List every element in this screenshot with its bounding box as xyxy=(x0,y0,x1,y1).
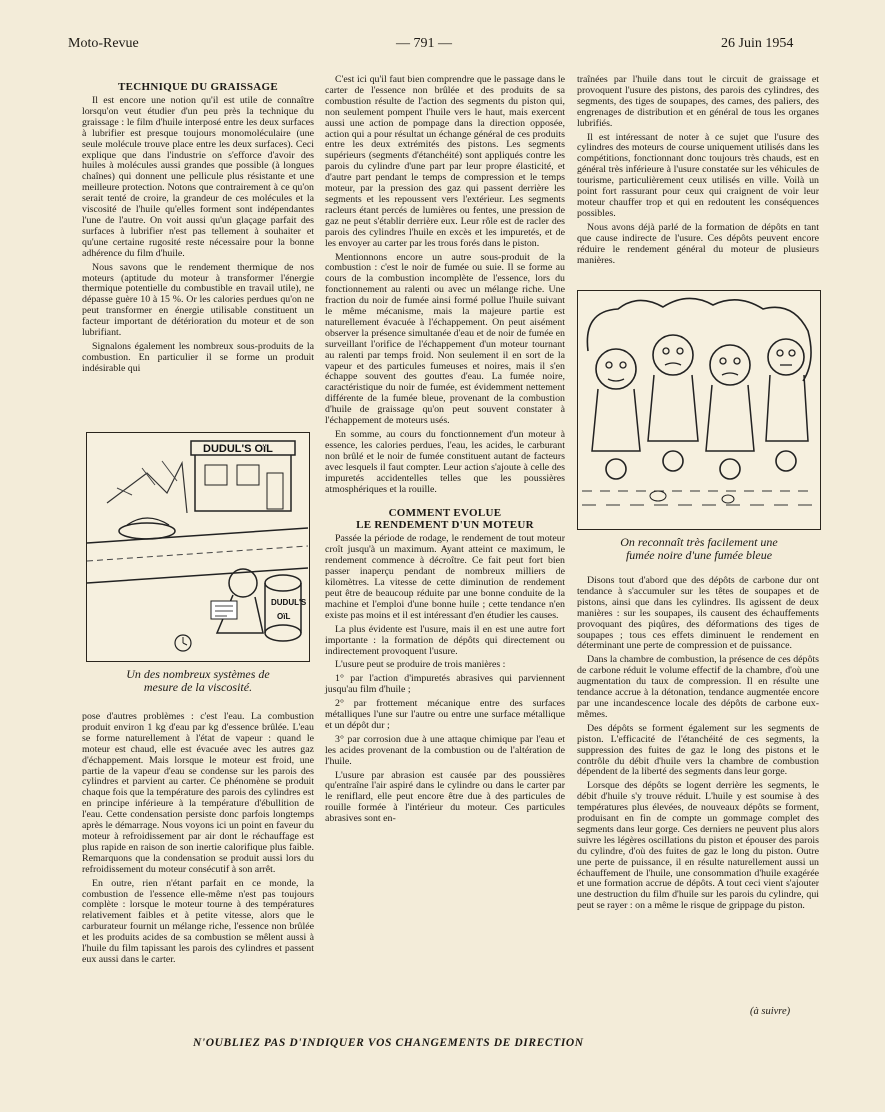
paragraph: L'usure peut se produire de trois manières : xyxy=(335,659,506,671)
viscosity-cartoon-drawing xyxy=(87,433,308,660)
figure-caption-smoke: On reconnaît très facilement une fumée noire d'une fumée bleue xyxy=(620,535,778,562)
paragraph: En outre, rien n'étant parfait en ce monde, la combustion de l'essence elle-même n'est pas toujours complète : lorsque le moteur tourne à des températures relativement faibles et à petite vitesse, alors que le carburateur fournit un mélange riche, l'essence non brûlée et les produits acides de sa combustion se mêlent aussi à l'huile du film tapissant les parois des cylindres et passent eux aussi dans le carter. xyxy=(82,877,314,965)
column-1-top xyxy=(82,77,314,378)
paragraph: 2° par frottement mécanique entre des surfaces métalliques l'une sur l'autre ou entre une surface métallique et un dépôt dur ; xyxy=(325,698,565,731)
section-title-rendement: COMMENT EVOLUE LE RENDEMENT D'UN MOTEUR xyxy=(356,507,534,532)
paragraph: Nous avons déjà parlé de la formation de dépôts en tant que cause indirecte de l'usure. Ces dépôts peuvent encore réduire le rendement général du moteur de plusieurs manières. xyxy=(577,221,819,266)
paragraph: Mentionnons encore un autre sous-produit de la combustion : c'est le noir de fumée ou suie. Il se forme au cours de la combustion incomplète de l'essence, lors du fonctionnement au ralenti ou avec un mélange riche. Une fraction du noir de fumée ainsi formé pollue l'huile suivant le même mécanisme, mais la majeure partie est naturellement évacuée à l'échappement. On peut aisément observer la présence simultanée d'eau et de noir de fumée en surveillant l'orifice de l'échappement d'un moteur tournant au ralenti par temps froid. Non seulement il en sort de la vapeur et des particules fumeuses et noires, mais il s'en échappe souvent des gouttes d'eau. La fumée noire, caractéristique du noir de fumée, est évidemment nettement différente de la fumée bleue, provenant de la combustion d'huile de graissage qu'on peut souvent constater à l'échappement de moteurs usés. xyxy=(325,251,565,427)
smoke-cartoon-drawing xyxy=(578,291,819,528)
footer-notice: N'OUBLIEZ PAS D'INDIQUER VOS CHANGEMENTS DE DIRECTION xyxy=(193,1037,584,1049)
paragraph: Il est encore une notion qu'il est utile de connaître lorsqu'on veut étudier d'un peu près la technique du graissage : le film d'huile interposé entre les deux surfaces à lubrifier est presque toujours monomoléculaire (une seule molécule trouve place entre les deux surfaces). Ceci explique que dans l'industrie on s'efforce d'avoir des huiles à molécules aussi grandes que possible (à longues chaînes) qui donnent une pellicule plus résistante et une meilleure protection. Notons que contrairement à ce qu'on serait tenté de croire, la grandeur de ces molécules et la viscosité de l'huile qu'elles forment sont indépendantes l'une de l'autre. On voit aussi qu'un glaçage parfait des surfaces à lubrifier n'est pas tellement à souhaiter et qu'une certaine rugosité reste nécessaire pour la bonne adhérence du film d'huile. xyxy=(82,95,314,259)
viscosity-cartoon-figure xyxy=(86,432,310,662)
paragraph: 1° par l'action d'impuretés abrasives qui parviennent jusqu'au film d'huile ; xyxy=(325,673,565,696)
column-2 xyxy=(325,75,565,828)
paragraph: C'est ici qu'il faut bien comprendre que le passage dans le carter de l'essence non brûlée et des produits de sa combustion résulte de l'action des segments du piston qui, non seulement pompent l'huile vers le haut, mais exercent aussi une action de pompage dans la direction opposée, action qui a pour résultat un échange général de ces produits entre les deux extrémités des pistons. Les segments supérieurs (segments d'étanchéité) sont appliqués contre les parois du cylindre d'une part par leur propre élasticité, et d'autre part pendant le temps de compression et le temps moteur, par la pression des gaz qui passent derrière les segments et les repoussent vers l'extérieur. Les segments racleurs étant percés de lumières ou fentes, une pression de gaz ne peut s'établir derrière eux. Leur rôle est de racler des parois des cylindres l'huile en excès et les impuretés, et de les envoyer au carter par les trous forés dans le piston. xyxy=(325,74,565,249)
section-title-graissage: TECHNIQUE DU GRAISSAGE xyxy=(117,81,279,93)
figure-caption-viscosity: Un des nombreux systèmes de mesure de la viscosité. xyxy=(126,667,270,694)
paragraph: 3° par corrosion due à une attaque chimique par l'eau et les acides provenant de la combustion ou de l'altération de l'huile. xyxy=(325,733,565,767)
paragraph: Dans la chambre de combustion, la présence de ces dépôts de carbone réduit le volume effectif de la chambre, d'où une augmentation du taux de compression. Il en résulte une tendance accrue à la détonation, tendance augmentée encore par une incandescence locale des dépôts de carbone eux-mêmes. xyxy=(577,654,819,720)
page-number: — 791 — xyxy=(396,36,452,51)
paragraph: L'usure par abrasion est causée par des poussières qu'entraîne l'air aspiré dans le cylindre ou dans le carter par le reniflard, elle peut encore être due à des particules de rouille formée à l'intérieur du moteur. Ces particules abrasives sont en- xyxy=(325,769,565,825)
column-1-bottom xyxy=(82,712,314,969)
paragraph: La plus évidente est l'usure, mais il en est une autre fort importante : la formation de dépôts qui directement ou indirectement provoquent l'usure. xyxy=(325,623,565,657)
column-3-top xyxy=(577,75,819,269)
paragraph: En somme, au cours du fonctionnement d'un moteur à essence, les calories perdues, l'eau, les acides, le carburant non brûlé et le noir de fumée constituent autant de facteurs avec lesquels il faut compter. Leur action s'ajoute à celle des impuretés accidentelles telles que les poussières atmosphériques et la rouille. xyxy=(325,429,565,495)
paragraph: Des dépôts se forment également sur les segments de piston. L'efficacité de l'étanchéité de ces segments, la suppression des fuites de gaz le long des pistons et le contrôle du débit d'huile vers la chambre de combustion dépendent de la liberté des segments dans leur gorge. xyxy=(577,722,819,778)
paragraph: Signalons également les nombreux sous-produits de la combustion. En particulier il se forme un produit indésirable qui xyxy=(82,340,314,374)
publication-name: Moto-Revue xyxy=(68,36,139,51)
paragraph: Disons tout d'abord que des dépôts de carbone dur ont tendance à s'accumuler sur les têtes de soupapes et de pistons, ainsi que dans les cylindres. Ils agissent de deux manières : sur les soupapes, ils causent des échauffements provoquant des piqûres, des déformations des tiges de soupapes ; tous ces effets diminuent le rendement en déterminant une perte de compression et de puissance. xyxy=(577,575,819,652)
shop-sign-text: DUDUL'S OïL xyxy=(203,443,273,455)
to-be-continued: (à suivre) xyxy=(750,1006,791,1017)
paragraph: traînées par l'huile dans tout le circuit de graissage et provoquent l'usure des pistons, des parois des cylindres, des segments, des tiges de soupapes, des cames, des paliers, des engrenages de distribution et en général de tous les organes lubrifiés. xyxy=(577,74,819,129)
paragraph: Lorsque des dépôts se logent derrière les segments, le débit d'huile s'y trouve réduit. L'huile y est soumise à des températures plus élevées, de nouveaux dépôts se forment, produisant en fin de compte un gommage complet des segments dans leur gorge. Ces derniers ne peuvent plus alors suivre les légères oscillations du piston et épouser des parois du cylindre, d'où des fuites de gaz le long du piston. Outre une perte de puissance, il en résulte naturellement aussi un échauffement de l'huile, une consommation d'huile exagérée et une formation accrue de dépôts. A tout ceci vient s'ajouter une destruction du film d'huile sur les parois du cylindre, qui peut se rayer : on a même le risque de grippage du piston. xyxy=(577,780,819,912)
smoke-cartoon-figure xyxy=(577,290,821,530)
issue-date: 26 Juin 1954 xyxy=(721,36,794,51)
paragraph: Il est intéressant de noter à ce sujet que l'usure des cylindres des moteurs de course uniquement utilisés dans les compétitions, fonctionnant donc toujours très chauds, est en général très inférieure à l'usure constatée sur les véhicules de tourisme, particulièrement ceux utilisés en ville. Voilà un point fort rassurant pour ceux qui craignent de voir leur moteur chauffer trop et qui en redoutent les conséquences possibles. xyxy=(577,131,819,219)
barrel-label-1: DUDUL'S xyxy=(271,598,307,607)
barrel-label-2: OïL xyxy=(277,612,291,621)
column-3-bottom xyxy=(577,576,819,915)
paragraph: pose d'autres problèmes : c'est l'eau. La combustion produit environ 1 kg d'eau par kg d'essence brûlée. L'eau se forme naturellement à l'état de vapeur : quand le moteur est chaud, elle est évacuée avec les autres gaz d'échappement. Mais lorsque le moteur est froid, une partie de la vapeur d'eau se condense sur les parois des cylindres et parvient au carter. Ce phénomène se produit chaque fois que la température des parois des cylindres est en principe inférieure à la température d'ébullition de l'eau. Cette condensation persiste donc parfois longtemps après le démarrage. Nous voyons ici un point en faveur du moteur à refroidissement par air dont le réchauffage est plus rapide en raison de son inertie calorifique plus faible. Remarquons que la condensation se produit aussi lors du refroidissement du moteur consécutif à son arrêt. xyxy=(82,711,314,875)
paragraph: Nous savons que le rendement thermique de nos moteurs (aptitude du moteur à transformer l'énergie thermique potentielle du combustible en travail utile), ne dépasse guère 10 à 15 %. Or les calories perdues qu'on ne peut transformer en énergie utilisable constituent un facteur important de détérioration du moteur et de son lubrifiant. xyxy=(82,261,314,339)
paragraph: Passée la période de rodage, le rendement de tout moteur croît jusqu'à un maximum. Ayant atteint ce maximum, le rendement commence à décroître. Ce fait peut fort bien passer inaperçu pendant de nombreux milliers de kilomètres. La vitesse de cette diminution de rendement peut être de beaucoup réduite par une bonne conduite de la machine et l'emploi d'une bonne huile ; cette tendance n'en existe pas moins et il est intéressant d'en étudier les causes. xyxy=(325,533,565,621)
